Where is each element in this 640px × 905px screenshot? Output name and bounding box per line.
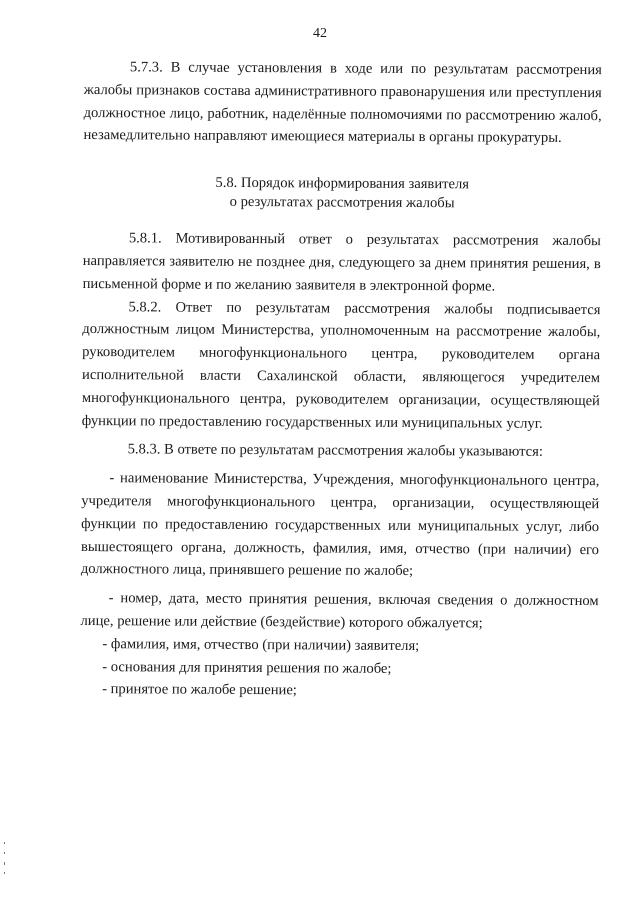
- list-item-5: - принятое по жалобе решение;: [102, 681, 297, 699]
- list-item-2: - номер, дата, место принятия решения, включая сведения о должностном лице, решение или действие (бездействие) которого обжалуется;: [80, 590, 599, 632]
- document-body: [80, 56, 602, 704]
- scan-artifact: [4, 862, 5, 865]
- page-number: 42: [313, 26, 327, 41]
- section-heading-5-8: [83, 173, 601, 214]
- paragraph-5-7-3: 5.7.3. В случае установления в ходе или по результатам рассмотрения жалобы признаков состава административного правонарушения или преступления должностное лицо, работник, наделённые полномочиями по рассмотрению жалоб, незамедлительно направляют имеющиеся материалы в органы прокуратуры.: [83, 59, 602, 147]
- scan-artifact: [4, 872, 5, 874]
- scan-artifact: [4, 842, 5, 844]
- paragraph-5-8-3: 5.8.3. В ответе по результатам рассмотрения жалобы указываются:: [127, 441, 543, 461]
- section-heading-line-1: 5.8. Порядок информирования заявителя: [215, 174, 470, 193]
- list-item-1: - наименование Министерства, Учреждения, многофункционального центра, учредителя многофункционального центра, организации, осуществляющей функции по предоставлению государственных или муниципальных услуг, либо вышестоящего органа, должность, фамилия, имя, отчество (при наличии) его должностного лица, принявшего решение по жалобе;: [80, 470, 600, 580]
- paragraph-5-8-1: 5.8.1. Мотивированный ответ о результатах рассмотрения жалобы направляется заявителю не позднее дня, следующего за днем принятия решения, в письменной форме и по желанию заявителя в электронной форме.: [82, 230, 601, 295]
- list-item-4: - основания для принятия решения по жалобе;: [102, 658, 392, 677]
- paragraph-5-8-2: 5.8.2. Ответ по результатам рассмотрения жалобы подписывается должностным лицом Министерства, уполномоченным на рассмотрение жалобы, руководителем многофункционального центра, руководителем органа исполнительной власти Сахалинской области, являющегося учредителем многофункционального центра, руководителем организации, осуществляющей функции по предоставлению государственных или муниципальных услуг.: [81, 298, 601, 432]
- list-item-3: - фамилия, имя, отчество (при наличии) заявителя;: [102, 635, 420, 654]
- scan-artifact: [4, 852, 5, 854]
- section-heading-line-2: о результатах рассмотрения жалобы: [229, 194, 455, 212]
